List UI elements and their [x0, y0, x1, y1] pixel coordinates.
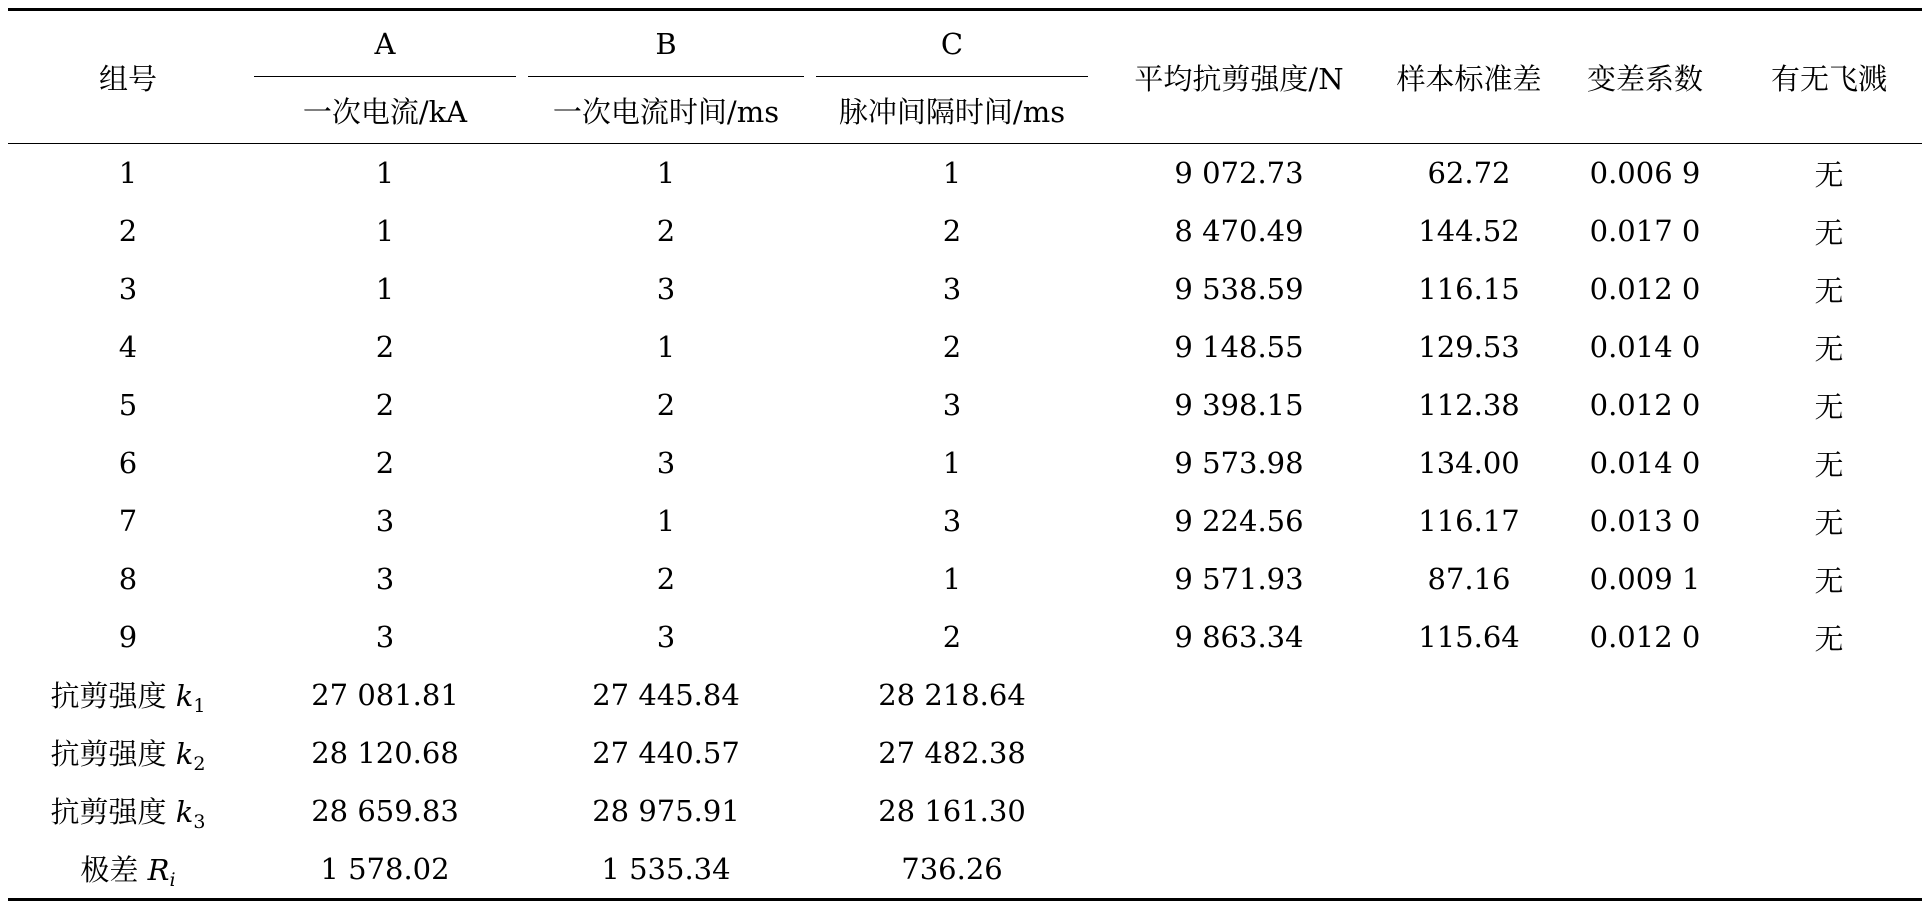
cell-group: 7 — [118, 504, 138, 538]
summary-c: 736.26 — [810, 840, 1094, 900]
cell-cv: 0.012 0 — [1589, 272, 1701, 306]
summary-label — [8, 724, 248, 782]
empty-cell — [1736, 840, 1922, 900]
cell-a: 1 — [375, 156, 395, 190]
header-factor-c-name: 脉冲间隔时间/ms — [810, 77, 1094, 144]
header-cv: 变差系数 — [1554, 10, 1736, 144]
cell-group: 1 — [118, 156, 138, 190]
table-row — [8, 550, 1922, 608]
summary-a: 27 081.81 — [311, 678, 459, 712]
cell-mean-shear: 9 571.93 — [1174, 562, 1304, 596]
summary-subscript: 1 — [193, 694, 206, 717]
summary-label-text: 抗剪强度 — [50, 678, 176, 713]
summary-b: 27 440.57 — [592, 736, 740, 770]
cell-mean-shear: 9 148.55 — [1174, 330, 1304, 364]
cell-b: 2 — [656, 562, 676, 596]
cell-cv: 0.012 0 — [1589, 620, 1701, 654]
summary-c: 28 161.30 — [878, 794, 1026, 828]
cell-c: 2 — [942, 214, 962, 248]
summary-c: 27 482.38 — [878, 736, 1026, 770]
empty-cell — [1554, 724, 1736, 782]
cell-splash: 无 — [1814, 447, 1844, 482]
empty-cell — [1736, 782, 1922, 840]
header-group: 组号 — [8, 10, 248, 144]
empty-cell — [1736, 666, 1922, 724]
summary-a: 28 120.68 — [311, 736, 459, 770]
cell-splash: 无 — [1814, 621, 1844, 656]
cell-a: 1 — [375, 214, 395, 248]
cell-b: 3 — [656, 272, 676, 306]
header-factor-c: C — [810, 10, 1094, 78]
cell-a: 1 — [375, 272, 395, 306]
cell-mean-shear: 8 470.49 — [1174, 214, 1304, 248]
cell-c: 3 — [942, 272, 962, 306]
cell-group: 8 — [118, 562, 138, 596]
header-splash: 有无飞溅 — [1736, 10, 1922, 144]
summary-label — [8, 666, 248, 724]
empty-cell — [1384, 782, 1554, 840]
cell-group: 2 — [118, 214, 138, 248]
cell-b: 1 — [656, 330, 676, 364]
cell-b: 1 — [656, 156, 676, 190]
table-header — [8, 10, 1922, 144]
empty-cell — [1736, 724, 1922, 782]
header-std-dev: 样本标准差 — [1384, 10, 1554, 144]
empty-cell — [1384, 840, 1554, 900]
summary-c: 28 218.64 — [878, 678, 1026, 712]
summary-a: 1 578.02 — [248, 840, 522, 900]
header-factor-a: A — [248, 10, 522, 78]
summary-row-k1 — [8, 666, 1922, 724]
cell-b: 2 — [656, 388, 676, 422]
table-row — [8, 608, 1922, 666]
cell-a: 3 — [375, 620, 395, 654]
cell-cv: 0.012 0 — [1589, 388, 1701, 422]
summary-row-k2 — [8, 724, 1922, 782]
cell-cv: 0.017 0 — [1589, 214, 1701, 248]
cell-mean-shear: 9 224.56 — [1174, 504, 1304, 538]
summary-b: 1 535.34 — [522, 840, 810, 900]
summary-symbol: R — [147, 852, 170, 887]
summary-label — [8, 782, 248, 840]
summary-row-k3 — [8, 782, 1922, 840]
cell-std-dev: 62.72 — [1427, 156, 1511, 190]
cell-cv: 0.009 1 — [1589, 562, 1701, 596]
table-row — [8, 492, 1922, 550]
cell-std-dev: 116.17 — [1418, 504, 1520, 538]
empty-cell — [1384, 724, 1554, 782]
cell-group: 4 — [118, 330, 138, 364]
cell-std-dev: 129.53 — [1418, 330, 1520, 364]
cell-splash: 无 — [1814, 157, 1844, 192]
summary-subscript: 2 — [193, 752, 206, 775]
cell-cv: 0.006 9 — [1589, 156, 1701, 190]
cell-splash: 无 — [1814, 505, 1844, 540]
cell-group: 3 — [118, 272, 138, 306]
cell-c: 2 — [942, 620, 962, 654]
cell-cv: 0.013 0 — [1589, 504, 1701, 538]
empty-cell — [1554, 782, 1736, 840]
summary-a: 28 659.83 — [311, 794, 459, 828]
table-row — [8, 144, 1922, 203]
cell-b: 1 — [656, 504, 676, 538]
summary-b: 28 975.91 — [592, 794, 740, 828]
cell-group: 6 — [118, 446, 138, 480]
summary-label — [8, 840, 248, 900]
cell-std-dev: 87.16 — [1427, 562, 1511, 596]
cell-cv: 0.014 0 — [1589, 446, 1701, 480]
summary-symbol: k — [175, 678, 194, 713]
summary-symbol: k — [175, 736, 194, 771]
cell-std-dev: 115.64 — [1418, 620, 1520, 654]
cell-a: 3 — [375, 562, 395, 596]
empty-cell — [1094, 840, 1384, 900]
cell-splash: 无 — [1814, 331, 1844, 366]
empty-cell — [1094, 666, 1384, 724]
summary-label-text: 极差 — [80, 852, 148, 887]
cell-cv: 0.014 0 — [1589, 330, 1701, 364]
summary-label-text: 抗剪强度 — [50, 736, 176, 771]
header-mean-shear: 平均抗剪强度/N — [1094, 10, 1384, 144]
empty-cell — [1554, 666, 1736, 724]
cell-c: 1 — [942, 156, 962, 190]
empty-cell — [1094, 724, 1384, 782]
cell-c: 2 — [942, 330, 962, 364]
table-row — [8, 318, 1922, 376]
cell-group: 5 — [118, 388, 138, 422]
empty-cell — [1554, 840, 1736, 900]
cell-splash: 无 — [1814, 563, 1844, 598]
summary-subscript: 3 — [193, 810, 206, 833]
cell-a: 3 — [375, 504, 395, 538]
table-row — [8, 376, 1922, 434]
cell-mean-shear: 9 072.73 — [1174, 156, 1304, 190]
empty-cell — [1094, 782, 1384, 840]
cell-a: 2 — [375, 388, 395, 422]
cell-splash: 无 — [1814, 215, 1844, 250]
header-factor-b-name: 一次电流时间/ms — [522, 77, 810, 144]
table-row — [8, 434, 1922, 492]
cell-splash: 无 — [1814, 273, 1844, 308]
cell-b: 3 — [656, 446, 676, 480]
table-row — [8, 202, 1922, 260]
cell-a: 2 — [375, 330, 395, 364]
summary-subscript: i — [169, 868, 176, 891]
table-row — [8, 260, 1922, 318]
header-factor-b: B — [522, 10, 810, 78]
cell-mean-shear: 9 573.98 — [1174, 446, 1304, 480]
cell-std-dev: 134.00 — [1418, 446, 1520, 480]
orthogonal-test-table — [8, 8, 1922, 901]
cell-c: 1 — [942, 446, 962, 480]
summary-row-range — [8, 840, 1922, 900]
summary-label-text: 抗剪强度 — [50, 794, 176, 829]
cell-std-dev: 144.52 — [1418, 214, 1520, 248]
cell-a: 2 — [375, 446, 395, 480]
summary-b: 27 445.84 — [592, 678, 740, 712]
cell-mean-shear: 9 863.34 — [1174, 620, 1304, 654]
cell-c: 1 — [942, 562, 962, 596]
empty-cell — [1384, 666, 1554, 724]
cell-b: 3 — [656, 620, 676, 654]
cell-c: 3 — [942, 504, 962, 538]
cell-mean-shear: 9 398.15 — [1174, 388, 1304, 422]
header-factor-a-name: 一次电流/kA — [248, 77, 522, 144]
cell-std-dev: 112.38 — [1418, 388, 1520, 422]
cell-mean-shear: 9 538.59 — [1174, 272, 1304, 306]
cell-c: 3 — [942, 388, 962, 422]
cell-std-dev: 116.15 — [1418, 272, 1520, 306]
table-body — [8, 144, 1922, 900]
cell-b: 2 — [656, 214, 676, 248]
cell-splash: 无 — [1814, 389, 1844, 424]
cell-group: 9 — [118, 620, 138, 654]
summary-symbol: k — [175, 794, 194, 829]
